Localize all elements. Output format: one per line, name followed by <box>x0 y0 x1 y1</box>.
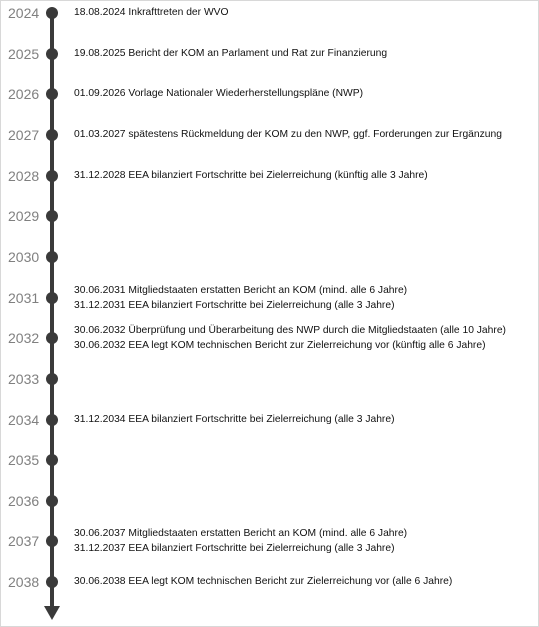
year-label: 2026 <box>8 86 40 103</box>
event-text: 31.12.2037 EEA bilanziert Fortschritte bei Zielerreichung (alle 3 Jahre) <box>74 543 395 555</box>
timeline-dot-icon <box>46 292 58 304</box>
event-text: 19.08.2025 Bericht der KOM an Parlament und Rat zur Finanzierung <box>74 47 388 59</box>
year-label: 2030 <box>8 248 40 265</box>
timeline-dot-icon <box>46 414 58 426</box>
year-label: 2033 <box>8 370 40 387</box>
year-label: 2024 <box>8 5 40 21</box>
event-text: 01.09.2026 Vorlage Nationaler Wiederherstellungspläne (NWP) <box>74 88 364 100</box>
timeline-dot-icon <box>46 251 58 263</box>
timeline-dot-icon <box>46 576 58 588</box>
year-label: 2036 <box>8 492 40 509</box>
event-text: 30.06.2037 Mitgliedstaaten erstatten Bericht an KOM (mind. alle 6 Jahre) <box>74 528 408 540</box>
event-text: 30.06.2032 EEA legt KOM technischen Bericht zur Zielerreichung vor (künftig alle 6 Jahre) <box>74 340 486 352</box>
timeline-arrow-head-icon <box>44 606 60 620</box>
timeline-dot-icon <box>46 170 58 182</box>
year-label: 2032 <box>8 330 40 347</box>
event-text: 31.12.2031 EEA bilanziert Fortschritte bei Zielerreichung (alle 3 Jahre) <box>74 299 395 311</box>
timeline-axis <box>50 12 54 610</box>
event-text: 31.12.2028 EEA bilanziert Fortschritte bei Zielerreichung (künftig alle 3 Jahre) <box>74 169 428 181</box>
event-text: 18.08.2024 Inkrafttreten der WVO <box>74 7 229 18</box>
year-label: 2035 <box>8 452 40 469</box>
year-label: 2038 <box>8 574 40 591</box>
year-label: 2025 <box>8 45 40 62</box>
timeline-dot-icon <box>46 373 58 385</box>
event-text: 31.12.2034 EEA bilanziert Fortschritte bei Zielerreichung (alle 3 Jahre) <box>74 413 395 425</box>
year-label: 2028 <box>8 167 40 184</box>
event-text: 30.06.2031 Mitgliedstaaten erstatten Bericht an KOM (mind. alle 6 Jahre) <box>74 284 408 296</box>
year-label: 2031 <box>8 289 40 306</box>
event-text: 01.03.2027 spätestens Rückmeldung der KOM zu den NWP, ggf. Forderungen zur Ergänzung <box>74 128 502 140</box>
year-label: 2029 <box>8 208 40 225</box>
event-text: 30.06.2038 EEA legt KOM technischen Bericht zur Zielerreichung vor (alle 6 Jahre) <box>74 576 453 588</box>
year-label: 2027 <box>8 126 40 143</box>
year-label: 2034 <box>8 411 40 428</box>
timeline-dot-icon <box>46 48 58 60</box>
timeline-dot-icon <box>46 7 58 19</box>
event-text: 30.06.2032 Überprüfung und Überarbeitung des NWP durch die Mitgliedstaaten (alle 10 Jahre) <box>74 325 506 337</box>
year-label: 2037 <box>8 533 40 550</box>
timeline-dot-icon <box>46 129 58 141</box>
timeline-dot-icon <box>46 495 58 507</box>
